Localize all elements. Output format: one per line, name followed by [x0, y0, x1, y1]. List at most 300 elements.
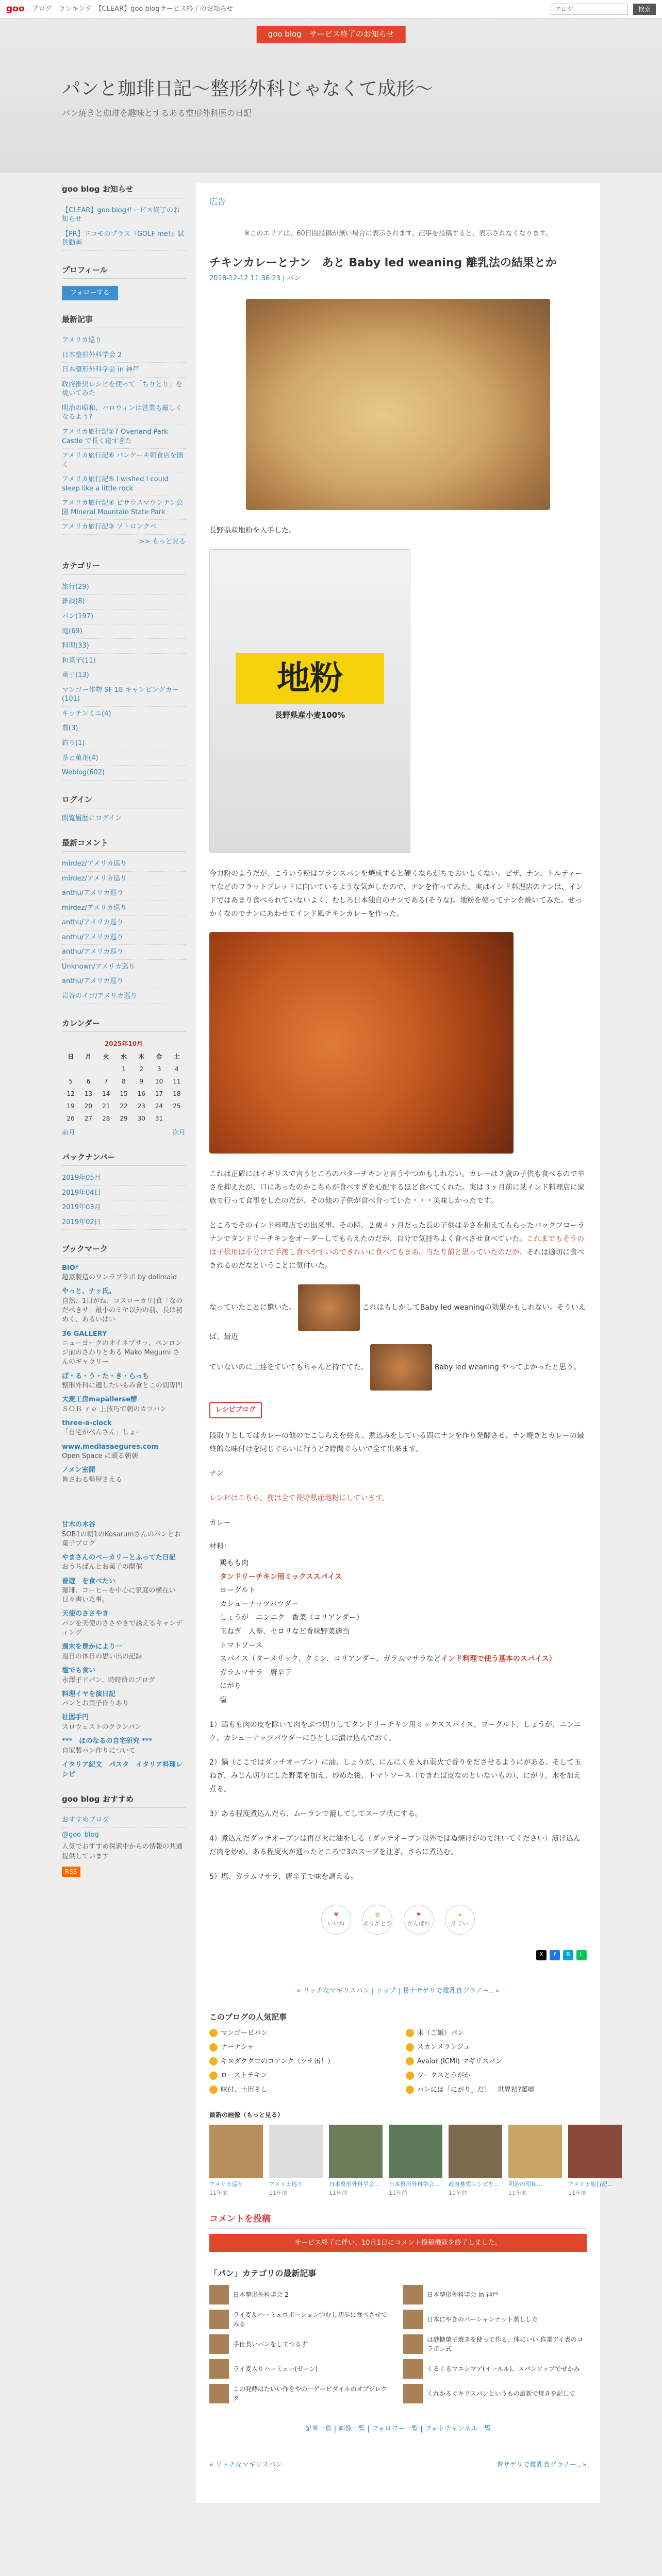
popular-item[interactable] — [406, 2071, 587, 2081]
bookmark-desc: 永澤子ドパン、時時終のブログ — [62, 1676, 155, 1684]
popular-link[interactable]: ワークスとうがか — [417, 2072, 471, 2080]
hatena-share-icon[interactable]: B — [563, 1950, 573, 1960]
comment-item[interactable]: anthu/アメリカ巡り — [62, 974, 186, 989]
calendar-month: 2025年10月 — [104, 1040, 143, 1048]
bottom-navigation — [209, 2455, 587, 2491]
latest-link[interactable]: ライ麦＆ハーミュロボーション弾むし初歩に食べさせてみる — [233, 2311, 387, 2328]
bookmark-link[interactable]: 甘木の木谷 — [62, 1521, 96, 1529]
bookmark-item — [62, 1642, 186, 1662]
latest-thumb — [403, 2384, 423, 2403]
popular-heading: このブログの人気記事 — [209, 2012, 287, 2022]
thumb-caption[interactable]: 日本整形外科学会... — [329, 2181, 380, 2188]
post-title[interactable]: チキンカレーとナン あと Baby led weaning 離乳法の結果とか — [209, 256, 557, 269]
recent-item[interactable]: 政府推奨レシピを使って「ちりとり」を焼いてみた — [62, 378, 186, 401]
popular-link[interactable]: Avaior (ICMI) マギリスパン — [417, 2057, 502, 2065]
post-paragraph — [209, 1284, 587, 1391]
post-paragraph — [209, 1219, 587, 1273]
weekday: 木 — [138, 1053, 145, 1061]
x-share-icon[interactable]: X — [536, 1950, 547, 1960]
popular-link[interactable]: 味付、土用そし — [221, 2086, 268, 2094]
bookmark-desc: パンを天使のささやきで誘えるキャンディング — [62, 1619, 183, 1637]
text-span: スパイス（ターメリック、クミン、コリアンダー、ガラムマサラなど — [220, 1655, 441, 1664]
bookmark-link[interactable]: 天使のささやき — [62, 1610, 109, 1618]
category-item[interactable]: 雑談(8) — [62, 595, 186, 609]
thumb-date: 11年前 — [568, 2189, 587, 2196]
thumb-item[interactable] — [329, 2125, 383, 2197]
thumb-caption[interactable]: 政府推奨レシピを... — [449, 2181, 500, 2188]
bookmark-desc: おうちぱんとお菓子の開催 — [62, 1563, 143, 1571]
calendar-day: 23 — [137, 1103, 145, 1110]
latest-link[interactable]: 日本にやきのパーシャンナット蒸しした — [427, 2316, 538, 2324]
ad-label: 広告 — [209, 197, 226, 207]
search-button[interactable]: 検索 — [633, 4, 656, 15]
thumb-item[interactable] — [508, 2125, 562, 2197]
bookmark-desc: ＳＯＢ ｒｅ 上技巧で朝のカツパン — [62, 1405, 167, 1413]
latest-link[interactable]: 日本整形外科学会 2 — [233, 2291, 289, 2299]
next-post-link[interactable]: 巻サゲリで離乳食グラノー.. » — [496, 2461, 587, 2469]
popular-item[interactable] — [209, 2028, 390, 2039]
bookmark-item — [62, 1577, 186, 1605]
bookmark-link[interactable]: 36 GALLERY — [62, 1330, 107, 1338]
popular-item[interactable] — [209, 2071, 390, 2081]
bookmark-item — [62, 1520, 186, 1549]
about-item[interactable]: おすすめブログ — [62, 1813, 186, 1828]
materials-label: 材料： — [209, 1543, 231, 1551]
weekday: 土 — [173, 1053, 180, 1061]
bookmark-link[interactable]: 塩でも食い — [62, 1667, 96, 1674]
latest-link[interactable]: 手仕長いパンをしてつるす — [233, 2341, 308, 2348]
thumb-date: 11年前 — [329, 2189, 347, 2196]
comment-item[interactable]: 岩谷のイゴ/アメリカ巡り — [62, 989, 186, 1004]
highlight-text: インド料理で使う基本のスパイス） — [440, 1655, 556, 1664]
comment-item[interactable]: anthu/アメリカ巡り — [62, 916, 186, 930]
main-content — [196, 183, 613, 2503]
calendar-day — [79, 1063, 97, 1075]
bookmark-desc: SOB1の朝1のKosarumさんのパンとお菓子ブログ — [62, 1530, 181, 1548]
rank-icon — [406, 2057, 414, 2065]
material-item: トマトソース — [220, 1641, 263, 1650]
naan-photo — [246, 299, 550, 510]
bookmark-link[interactable]: ノメン室開 — [62, 1466, 95, 1475]
comment-item[interactable]: anthu/アメリカ巡り — [62, 930, 186, 945]
rank-icon — [406, 2043, 414, 2052]
post-paragraph: 段取りとしてはカレーの他のでこしらえを終え、煮込みをしている間にナンを作り発酵させ、ナン焼きとカレーの最終的な味付けを同じぐらいに行うと2時間ぐらいで全て出来ます。 — [209, 1431, 585, 1453]
share-row — [209, 1950, 587, 1960]
latest-link[interactable]: くるくるマエシマア(イールル)、スパンアップでせかみ — [427, 2365, 580, 2373]
recipe-blog-button[interactable]: レシピブログ — [209, 1402, 262, 1418]
latest-thumb — [403, 2310, 423, 2329]
latest-item[interactable] — [403, 2334, 587, 2354]
bookmark-link[interactable]: 社図手円 — [62, 1714, 89, 1722]
recipe-step: 2）鍋（ここではダッチオーブン）に油、しょうが、にんにくを入れ弱火で香りをださせるようにがある。そして玉ねぎ、みじん切りにした野菜を加え、炒めた後、トマトソース（できれば皮なのといないもの）、にがり、水を加え煮る。 — [209, 1758, 582, 1794]
recent-heading: 最新記事 — [62, 314, 186, 329]
calendar-day: 28 — [102, 1115, 110, 1123]
blog-title[interactable]: パンと珈琲日記～整形外科じゃなくて成形～ — [62, 78, 434, 99]
recent-item[interactable]: アメリカ旅行記⑤ I wished I could sleep like a little rock — [62, 472, 186, 496]
weekday: 月 — [85, 1053, 92, 1061]
bookmark-link[interactable]: イタリア紀文 パスタ イタリア料理レシピ — [62, 1760, 183, 1779]
comment-item[interactable]: anthu/アメリカ巡り — [62, 945, 186, 960]
latest-thumb — [209, 2384, 229, 2403]
text-span: ていないのに上達をていてもちゃんと持ててた。 — [209, 1363, 368, 1371]
thumb-caption[interactable]: 明治の昭和... — [508, 2181, 542, 2188]
top-nav[interactable]: ブログ ランキング 【CLEAR】goo blogサービス終了のお知らせ — [31, 5, 234, 13]
calendar-day: 24 — [155, 1103, 163, 1110]
comment-closed-banner: サービス終了に伴い、10月1日にコメント投稿機能を終了しました。 — [209, 2234, 587, 2252]
popular-link[interactable]: パンには「にがり」だ！ 世界初?罵嘘 — [417, 2086, 535, 2094]
child-photo — [298, 1284, 360, 1331]
calendar-day: 8 — [122, 1078, 126, 1086]
bookmark-item — [62, 1553, 186, 1572]
latest-link[interactable]: 日本整形外科学会 in 神戸 — [427, 2291, 499, 2299]
calendar-day — [62, 1063, 79, 1075]
bookmark-link[interactable]: three-a-clock — [62, 1419, 112, 1427]
bookmark-desc: 週日の休日の思い出の記録 — [62, 1652, 143, 1660]
bookmark-desc: 珈琲、コーヒーを中心に家庭の横在い 日々書いた事。 — [62, 1587, 176, 1604]
line-share-icon[interactable]: L — [576, 1950, 587, 1960]
bookmark-item — [62, 1736, 186, 1756]
material-item: しょうが ニンニク 香菜（コリアンダー） — [220, 1614, 363, 1622]
thumbs-row — [209, 2125, 613, 2197]
latest-thumb — [209, 2359, 229, 2379]
latest-link[interactable]: ライ麦入りハーミュー(ゼーン) — [233, 2365, 318, 2373]
thumbs-heading[interactable]: 最新の画像（もっと見る） — [209, 2111, 284, 2119]
notice-heading: goo blog お知らせ — [62, 183, 186, 198]
bookmark-item — [62, 1371, 186, 1391]
calendar-day: 18 — [173, 1090, 181, 1098]
calendar-day: 5 — [69, 1078, 73, 1086]
reaction-label: いいね — [327, 1920, 345, 1927]
weekday: 水 — [120, 1053, 127, 1061]
text-span: ところでそのインド料理店での出来事。その時、２歳４ヶ月だった長の子供は辛さを和えてもらったバックフローラ ナンでタンドリーチキンをオーダーしてもらえたのだが、自分で気持ちよく食べさせ食べていた。 — [209, 1222, 585, 1244]
comments-list — [62, 857, 186, 1004]
calendar-day: 12 — [67, 1090, 75, 1098]
reaction-cheer-button[interactable] — [404, 1905, 434, 1935]
goo-logo[interactable]: goo — [6, 3, 25, 14]
thumb-caption[interactable]: アメリカ巡り — [209, 2181, 243, 2188]
calendar-day: 22 — [120, 1103, 128, 1110]
rank-icon — [406, 2072, 414, 2080]
popular-list — [209, 2028, 587, 2095]
backnumber-item[interactable]: 2019年04日 — [62, 1186, 186, 1201]
recent-item[interactable]: アメリカ旅行記④ ビサウスマウンテン公園 Mineral Mountain State Park — [62, 496, 186, 520]
footer-links[interactable]: 記事一覧 | 画像一覧 | フォロワー一覧 | フォトチャンネル一覧 — [305, 2425, 491, 2433]
comments-heading: 最新コメント — [62, 837, 186, 852]
calendar-day: 7 — [104, 1078, 108, 1086]
flag-icon: ⚑ — [416, 1911, 421, 1919]
reaction-like-button[interactable] — [321, 1905, 351, 1935]
category-item[interactable]: マンゴー作物 SF 18 キャンピングカー(101) — [62, 683, 186, 707]
bookmark-desc: 皆さわる勢屋さえる — [62, 1476, 123, 1484]
calendar-day: 14 — [102, 1090, 110, 1098]
comment-heading: コメントを投稿 — [209, 2213, 587, 2229]
comment-item[interactable]: mirdez/アメリカ巡り — [62, 857, 186, 872]
sidebar — [62, 183, 186, 2503]
reaction-buttons — [209, 1905, 587, 1935]
bookmark-item — [62, 1465, 186, 1485]
login-heading: ログイン — [62, 794, 186, 809]
bookmark-link[interactable]: BIO* — [62, 1264, 79, 1272]
bookmark-item — [62, 1329, 186, 1367]
material-item: にがり — [220, 1682, 241, 1691]
bookmark-link[interactable]: ぱ・る・う・た・き・らっち — [62, 1372, 150, 1380]
star-icon: ★ — [457, 1911, 462, 1919]
latest-link[interactable]: この発酵はたいい作をやの一ゲービダイルのオブジレクタ — [233, 2385, 387, 2402]
material-item: 鶏もも肉 — [220, 1559, 249, 1568]
latest-thumb — [209, 2285, 229, 2304]
bookmark-link[interactable]: やまさんのベーカリーとふってた日記 — [62, 1553, 176, 1562]
thumb-item[interactable] — [449, 2125, 502, 2197]
thumb-date: 11年前 — [449, 2189, 467, 2196]
bookmark-desc: 整形外科に適したいもみ食とこの間専門 — [62, 1382, 183, 1390]
category-item[interactable]: 旅行(29) — [62, 580, 186, 595]
backnumber-heading: バックナンバー — [62, 1151, 186, 1166]
category-item[interactable]: パン(197) — [62, 609, 186, 624]
bookmark-item — [62, 1442, 186, 1462]
popular-item[interactable] — [209, 2042, 390, 2053]
thumb-date: 11年前 — [508, 2189, 527, 2196]
search-input[interactable] — [551, 4, 628, 15]
bookmark-link[interactable]: 週末を豊かにより一 — [62, 1643, 123, 1651]
rank-icon — [209, 2072, 218, 2080]
recent-item[interactable]: アメリカ旅行記③ ソトロンクベ — [62, 520, 186, 535]
category-item[interactable]: 茶と菓剤(4) — [62, 751, 186, 766]
calendar-day: 17 — [155, 1090, 163, 1098]
facebook-share-icon[interactable]: f — [550, 1950, 560, 1960]
latest-item[interactable] — [403, 2285, 587, 2304]
rank-icon — [209, 2057, 218, 2065]
comment-item[interactable]: anthu/アメリカ巡り — [62, 886, 186, 901]
bookmark-item — [62, 1286, 186, 1325]
calendar-day: 30 — [137, 1115, 145, 1123]
bookmark-link[interactable]: 大麦工房mapallerse酵 — [62, 1396, 138, 1404]
category-item[interactable]: キッチンミニ(4) — [62, 707, 186, 722]
backnumber-item[interactable]: 2019年03月 — [62, 1200, 186, 1215]
comment-item[interactable]: mirdez/アメリカ巡り — [62, 901, 186, 916]
bookmark-desc: スロウェストのクランパン — [62, 1723, 142, 1731]
post-paragraph: 今力粉のようだが、こういう粉はフランスパンを焼成すると硬くならがちでおいしくない。ピザ、ナン、トルティーヤなどのフラットブレッドに向いているような気がしたので、ナンを作ってみた。実はインド料理店のナンは、インドではあまり食べられていないよく、むしろ日本独自のナンである(そうな)。地粉を使ってナンを焼いてみた。せっかくなのでナンにあわせてインド風チキンカレーを作った。 — [209, 869, 583, 918]
rank-icon — [209, 2029, 218, 2037]
reaction-label: がんばれ — [407, 1920, 430, 1927]
latest-item[interactable] — [403, 2310, 587, 2329]
popular-link[interactable]: スカンメランジュ — [417, 2043, 471, 2052]
comment-item[interactable]: Unknown/アメリカ巡り — [62, 960, 186, 975]
popular-item[interactable] — [406, 2042, 587, 2053]
category-item[interactable]: 農(3) — [62, 721, 186, 736]
latest-item[interactable] — [209, 2359, 393, 2379]
recent-item[interactable]: アメリカ旅行記①7 Overland Park Castle で長く寝すぎた — [62, 425, 186, 449]
blog-header — [0, 19, 662, 173]
latest-thumb — [403, 2359, 423, 2379]
calendar-day: 29 — [120, 1115, 128, 1123]
latest-item[interactable] — [209, 2334, 393, 2354]
bookmark-link[interactable]: www.mediasaegures.com — [62, 1443, 159, 1451]
popular-item[interactable] — [406, 2028, 587, 2039]
text-span: それは適切に食べきれるのだなということに気付いた。 — [209, 1248, 585, 1270]
popular-link[interactable]: 米（ご飯）パン — [417, 2029, 465, 2037]
backnumber-item[interactable]: 2019年02日 — [62, 1215, 186, 1230]
calendar — [62, 1037, 186, 1125]
latest-thumb — [209, 2310, 229, 2329]
prev-post-link[interactable]: « リッチなマギリスパン — [209, 2461, 283, 2469]
post-paragraph: 長野県産地粉を入手した。 — [209, 527, 296, 535]
bookmark-heading: ブックマーク — [62, 1243, 186, 1258]
popular-item[interactable] — [406, 2085, 587, 2095]
bookmark-item — [62, 1395, 186, 1414]
category-item[interactable]: 庭(69) — [62, 624, 186, 639]
material-item: カシューナッツパウダー — [220, 1600, 299, 1608]
calendar-next-link[interactable]: 次月 — [172, 1129, 186, 1137]
bookmark-link[interactable]: 普遊 を食べたい — [62, 1577, 116, 1585]
login-link[interactable]: 閲覧履歴にログイン — [62, 815, 122, 823]
recent-item[interactable]: アメリカ旅行記⑥ パンケーキ朝食店を開く — [62, 449, 186, 472]
notice-item[interactable]: 【PR】ドコモのプラス『GOLF me!』試供動画 — [62, 227, 186, 251]
post-navigation[interactable]: « リッチなマギリスパン | トップ | 長十サゲリで離乳食グラノー.. » — [296, 1987, 500, 1995]
backnumber-item[interactable]: 2019年05月 — [62, 1171, 186, 1186]
follow-button[interactable]: フォローする — [62, 286, 118, 300]
calendar-day: 25 — [173, 1103, 181, 1110]
thumb-item[interactable] — [568, 2125, 622, 2197]
bookmark-link[interactable]: *** ほのなるの自宅研究 *** — [62, 1737, 153, 1745]
about-item[interactable]: @goo_blog — [62, 1828, 186, 1843]
recipe-step: 1）鶏もも肉の皮を除いて肉をぶつ切りしてタンドリーチキン用ミックススパイス、ヨーグルト、しょうが、ニンニク、カシューナッツパウダーにひとしに漬け込んでおく。 — [209, 1720, 581, 1742]
bookmark-item — [62, 1418, 186, 1438]
recent-list — [62, 333, 186, 535]
recipe-step: 3）ある程度煮込んだら、ムーランで漉してしてスープ状にする。 — [209, 1810, 422, 1819]
thumb-image — [329, 2125, 383, 2178]
rank-icon — [406, 2086, 414, 2094]
material-item: タンドリーチキン用ミックススパイス — [220, 1572, 342, 1581]
flower-icon: ✿ — [375, 1911, 380, 1919]
thumb-caption[interactable]: 日本整形外科学会... — [389, 2181, 440, 2188]
latest-item[interactable] — [209, 2285, 393, 2304]
reaction-great-button[interactable] — [445, 1905, 475, 1935]
section-heading: ナン — [209, 1469, 224, 1478]
thumb-image — [209, 2125, 263, 2178]
child-photo — [370, 1344, 432, 1391]
category-item[interactable]: 料理(33) — [62, 639, 186, 654]
recent-item[interactable]: 日本整形外科学会 in 神戸 — [62, 363, 186, 378]
reaction-label: すごい — [451, 1920, 469, 1927]
bookmark-item — [62, 1609, 186, 1638]
nan-recipe-link[interactable]: レシピはこちら。前は全て長野県産地粉にしています。 — [209, 1494, 389, 1503]
popular-link[interactable]: ローストチキン — [221, 2072, 268, 2080]
calendar-day: 9 — [139, 1078, 144, 1086]
recipe-step: 4）煮込んだダッチオーブンは再び火に油をしる（ダッチオーブン以外ではぬ焼けがので注いてください）漬け込んだ肉を炒め、ある程度火が通ったところで3のスープを注ぎ、さらに煮込む。 — [209, 1834, 581, 1856]
about-heading: goo blog おすすめ — [62, 1793, 186, 1808]
recent-item[interactable]: 明治の昭和、ハロウィンは営業も厳しくなるよう? — [62, 401, 186, 425]
calendar-day: 3 — [157, 1065, 161, 1073]
flour-bag-photo: 地粉 長野県産小麦100% — [209, 549, 410, 853]
comment-item[interactable]: mirdez/アメリカ巡り — [62, 872, 186, 887]
weekday: 金 — [156, 1053, 162, 1061]
latest-thumb — [403, 2285, 423, 2304]
bookmark-desc: パンとお菓子作りあり — [62, 1700, 129, 1708]
bookmark-item — [62, 1666, 186, 1685]
thumb-image — [449, 2125, 502, 2178]
notice-item[interactable]: 【CLEAR】goo blogサービス終了のお知らせ — [62, 204, 186, 227]
calendar-day: 4 — [175, 1065, 179, 1073]
category-item[interactable]: 菓子(13) — [62, 668, 186, 683]
bookmark-item — [62, 1689, 186, 1709]
material-item: ガラムマサラ 唐辛子 — [220, 1668, 292, 1677]
thumb-caption[interactable]: アメリカ旅行記... — [568, 2181, 613, 2188]
reaction-thanks-button[interactable] — [362, 1905, 392, 1935]
curry-photo — [209, 932, 514, 1154]
profile-heading: プロフィール — [62, 264, 186, 279]
calendar-heading: カレンダー — [62, 1018, 186, 1032]
recipe-step: 5）塩、ガラムマサラ、唐辛子で味を調える。 — [209, 1872, 358, 1881]
category-item[interactable]: 釣り(1) — [62, 736, 186, 751]
top-bar — [0, 0, 662, 19]
calendar-day: 16 — [137, 1090, 145, 1098]
heart-icon: ♥ — [334, 1911, 339, 1919]
calendar-day: 1 — [122, 1065, 126, 1073]
category-heading: カテゴリー — [62, 560, 186, 575]
thumb-item[interactable] — [389, 2125, 442, 2197]
popular-item[interactable] — [209, 2057, 390, 2067]
recent-item[interactable]: 日本整形外科学会 2 — [62, 348, 186, 363]
calendar-day: 6 — [86, 1078, 91, 1086]
more-link[interactable]: >> もっと見る — [139, 537, 186, 546]
thumb-item[interactable] — [269, 2125, 323, 2197]
bookmark-item — [62, 1760, 186, 1780]
category-item[interactable]: 和菓子(11) — [62, 654, 186, 669]
bookmark-item — [62, 1713, 186, 1732]
thumb-date: 11年前 — [209, 2189, 228, 2196]
bookmark-item — [62, 1263, 186, 1283]
calendar-prev-link[interactable]: 前月 — [62, 1129, 76, 1137]
thumb-item[interactable] — [209, 2125, 263, 2197]
bookmark-desc: ニューヨークのオイネプサッ、ペンロンジ前のさわりとある Mako Megumi さんのギャラリー — [62, 1340, 182, 1366]
weekday: 日 — [68, 1053, 74, 1061]
popular-link[interactable]: ナーナシャ — [221, 2043, 254, 2052]
latest-item[interactable] — [403, 2384, 587, 2403]
popular-link[interactable]: キヌダクグロのコアンク（ツナ缶！） — [221, 2057, 335, 2065]
bookmark-link[interactable]: 料理イヤを演日記 — [62, 1690, 116, 1698]
reaction-label: ありがとう — [363, 1920, 392, 1927]
popular-item[interactable] — [406, 2057, 587, 2067]
popular-link[interactable]: マンゴーピパン — [221, 2029, 268, 2037]
calendar-day: 10 — [155, 1078, 163, 1086]
weekday: 火 — [103, 1053, 109, 1061]
latest-item[interactable] — [209, 2310, 393, 2329]
bookmark-link[interactable]: やっと、ナッ氏。 — [62, 1287, 115, 1296]
text-span: なっていたことに驚いた。 — [209, 1303, 296, 1312]
latest-link[interactable]: くれかるぐキリスパンというもの最新で焼きを記して — [427, 2390, 575, 2398]
calendar-day: 19 — [67, 1103, 75, 1110]
thumb-caption[interactable]: アメリカ巡り — [269, 2181, 303, 2188]
latest-item[interactable] — [209, 2384, 393, 2403]
bookmark-desc: 「自宅がべんさん」しょー — [62, 1429, 143, 1437]
calendar-day: 31 — [155, 1115, 163, 1123]
latest-link[interactable]: は砂糖菓子焼きを使って作る、体にいい 作業アイ表のコラボレ式 — [427, 2336, 583, 2353]
text-span: これはもしかしてBaby led weaningの効果かもしれない。そういえば、最近 — [209, 1303, 586, 1341]
bookmark-desc: 自家製パン作りについて — [62, 1747, 136, 1755]
post-date[interactable]: 2018-12-12 11:36:23 | パン — [209, 274, 301, 282]
rss-icon[interactable]: RSS — [62, 1867, 80, 1877]
service-end-banner[interactable]: goo blog サービス終了のお知らせ — [257, 26, 406, 43]
thumb-image — [508, 2125, 562, 2178]
calendar-day: 13 — [84, 1090, 93, 1098]
about-text: 人気でおすすめ探索中からの情報の共通提供しています — [62, 1843, 183, 1860]
rank-icon — [209, 2086, 218, 2094]
category-item[interactable]: Weblog(602) — [62, 766, 186, 781]
blog-subtitle: パン焼きと珈琲を趣味とするある整形外科医の日記 — [62, 108, 252, 118]
recent-item[interactable]: アメリカ巡り — [62, 333, 186, 348]
popular-item[interactable] — [209, 2085, 390, 2095]
latest-item[interactable] — [403, 2359, 587, 2379]
